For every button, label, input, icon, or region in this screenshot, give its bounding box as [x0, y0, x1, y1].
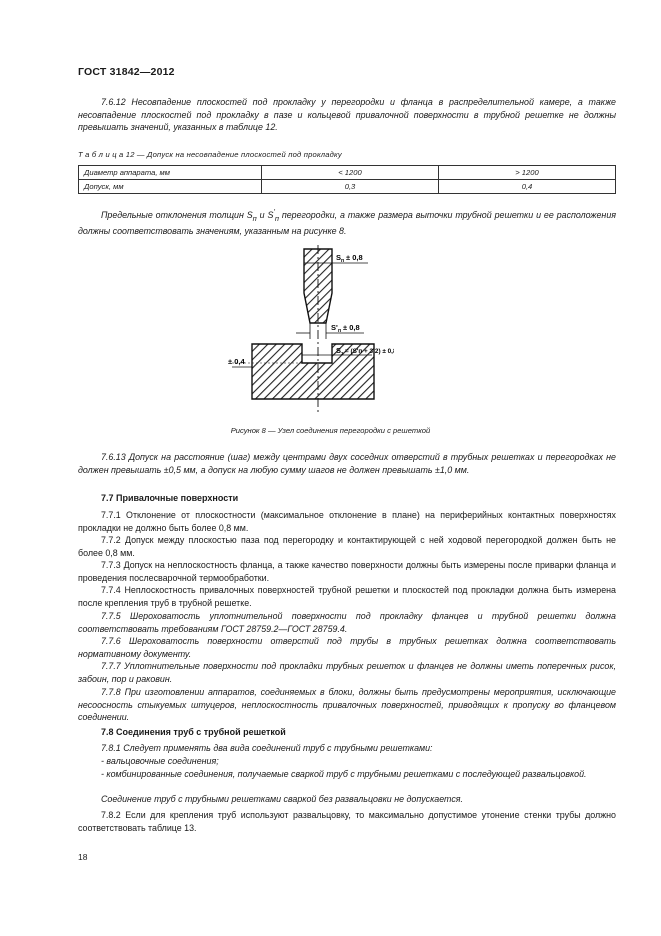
figure-label-right: = (S'п + 3,2) ± 0,8 — [345, 348, 394, 355]
text-run: перегородки, а также размера выточки трубной решетки и ее расположения должны соответствовать значениям, указанным на рисунке 8. — [78, 209, 616, 237]
page-number: 18 — [78, 852, 88, 862]
figure-label-mid: ± 0,8 — [343, 323, 360, 332]
paragraph-limits — [78, 206, 616, 238]
table-cell: Допуск, мм — [79, 180, 262, 194]
paragraph-7-7-2: 7.7.2 Допуск между плоскостью паза под перегородку и контактирующей с ней ходовой перегородкой должен быть не более 0,8 мм. — [78, 535, 616, 558]
paragraph-7-7-5: 7.7.5 Шероховатость уплотнительной поверхности под прокладку фланцев и трубной решетки должна соответствовать требованиям ГОСТ 28759.2—ГОСТ 28759.4. — [78, 611, 616, 634]
table-cell: Диаметр аппарата, мм — [79, 166, 262, 180]
table-cell: > 1200 — [439, 166, 616, 180]
figure-8 — [224, 243, 394, 415]
label-sp-prime: S' — [331, 323, 338, 332]
paragraph-7-7-6: 7.7.6 Шероховатость поверхности отверстий под трубы в трубных решетках должна соответствовать нормативному документу. — [78, 636, 616, 659]
paragraph-7-8-2: 7.8.2 Если для крепления труб используют развальцовку, то максимально допустимое утонение стенки трубы должно соответствовать таблице 13. — [78, 810, 616, 833]
paragraph-7-7-1: 7.7.1 Отклонение от плоскостности (максимальное отклонение в плане) на периферийных контактных поверхностях прокладки не должно быть более 0,8 мм. — [78, 510, 616, 533]
table-row — [79, 166, 616, 180]
paragraph-7-7-3: 7.7.3 Допуск на неплоскостность фланца, а также качество поверхности должны быть измерены после приварки фланца и проведения послесварочной термообработки. — [78, 560, 616, 583]
table-row — [79, 180, 616, 194]
table-12-caption: Т а б л и ц а 12 — Допуск на несовпадение плоскостей под прокладку — [78, 150, 342, 159]
text-run: ' — [273, 207, 275, 216]
paragraph-7-8-1-a: - вальцовочные соединения; — [101, 756, 219, 766]
paragraph-7-6-12: 7.6.12 Несовпадение плоскостей под прокладку у перегородки и фланца в распределительной камере, а также несовпадение плоскостей под прокладку в пазе и кольцевой привалочной поверхности в трубной решетке не должны превышать значений, указанных в таблице 12. — [78, 97, 616, 133]
section-heading-7-8: 7.8 Соединения труб с трубной решеткой — [101, 727, 286, 737]
figure-8-drawing — [224, 243, 394, 415]
label-sp: S — [336, 253, 342, 262]
label-sp-prime-sub: п — [338, 328, 342, 334]
paragraph-7-8-1: 7.8.1 Следует применять два вида соединений труб с трубными решетками: — [101, 743, 433, 753]
figure-label-left: ± 0,4 — [228, 357, 245, 366]
paragraph-7-6-13: 7.6.13 Допуск на расстояние (шаг) между центрами двух соседних отверстий в трубных решетках и перегородках не должен превышать ±0,5 мм, а допуск на любую сумму шагов не должен превышать ±1,0 мм. — [78, 452, 616, 475]
text-run: и S — [256, 209, 274, 220]
section-heading-7-7: 7.7 Привалочные поверхности — [101, 493, 239, 503]
figure-label-top: ± 0,8 — [346, 253, 363, 262]
paragraph-7-7-7: 7.7.7 Уплотнительные поверхности под прокладки трубных решеток и фланцев не должны иметь поперечных рисок, забоин, пор и раковин. — [78, 661, 616, 684]
figure-8-caption: Рисунок 8 — Узел соединения перегородки с решеткой — [230, 426, 431, 435]
text-run: Предельные отклонения толщин S — [101, 209, 253, 220]
text-run: п — [274, 213, 279, 223]
paragraph-7-8-1-c: Соединение труб с трубными решетками сваркой без развальцовки не допускается. — [101, 794, 463, 804]
document-header: ГОСТ 31842—2012 — [78, 66, 175, 78]
paragraph-7-7-8: 7.7.8 При изготовлении аппаратов, соединяемых в блоки, должны быть предусмотрены мероприятия, исключающие несоосность стыкуемых штуцеров, неплоскостность привалочных поверхностей, приводящих к пропуску во фланцевом соединении. — [78, 687, 616, 723]
paragraph-7-8-1-b: - комбинированные соединения, получаемые сваркой труб с трубными решетками с последующей развальцовкой. — [101, 769, 587, 779]
table-12 — [78, 165, 616, 194]
label-sp-sub: п — [341, 258, 345, 264]
table-cell: 0,4 — [439, 180, 616, 194]
table-cell: < 1200 — [262, 166, 439, 180]
text-run: п — [252, 213, 257, 223]
table-cell: 0,3 — [262, 180, 439, 194]
label-sz: S — [336, 346, 342, 355]
label-sz-sub: з — [341, 351, 344, 357]
paragraph-7-7-4: 7.7.4 Неплоскостность привалочных поверхностей трубной решетки и плоскостей под прокладки должна быть измерена после крепления труб в трубной решетке. — [78, 585, 616, 608]
